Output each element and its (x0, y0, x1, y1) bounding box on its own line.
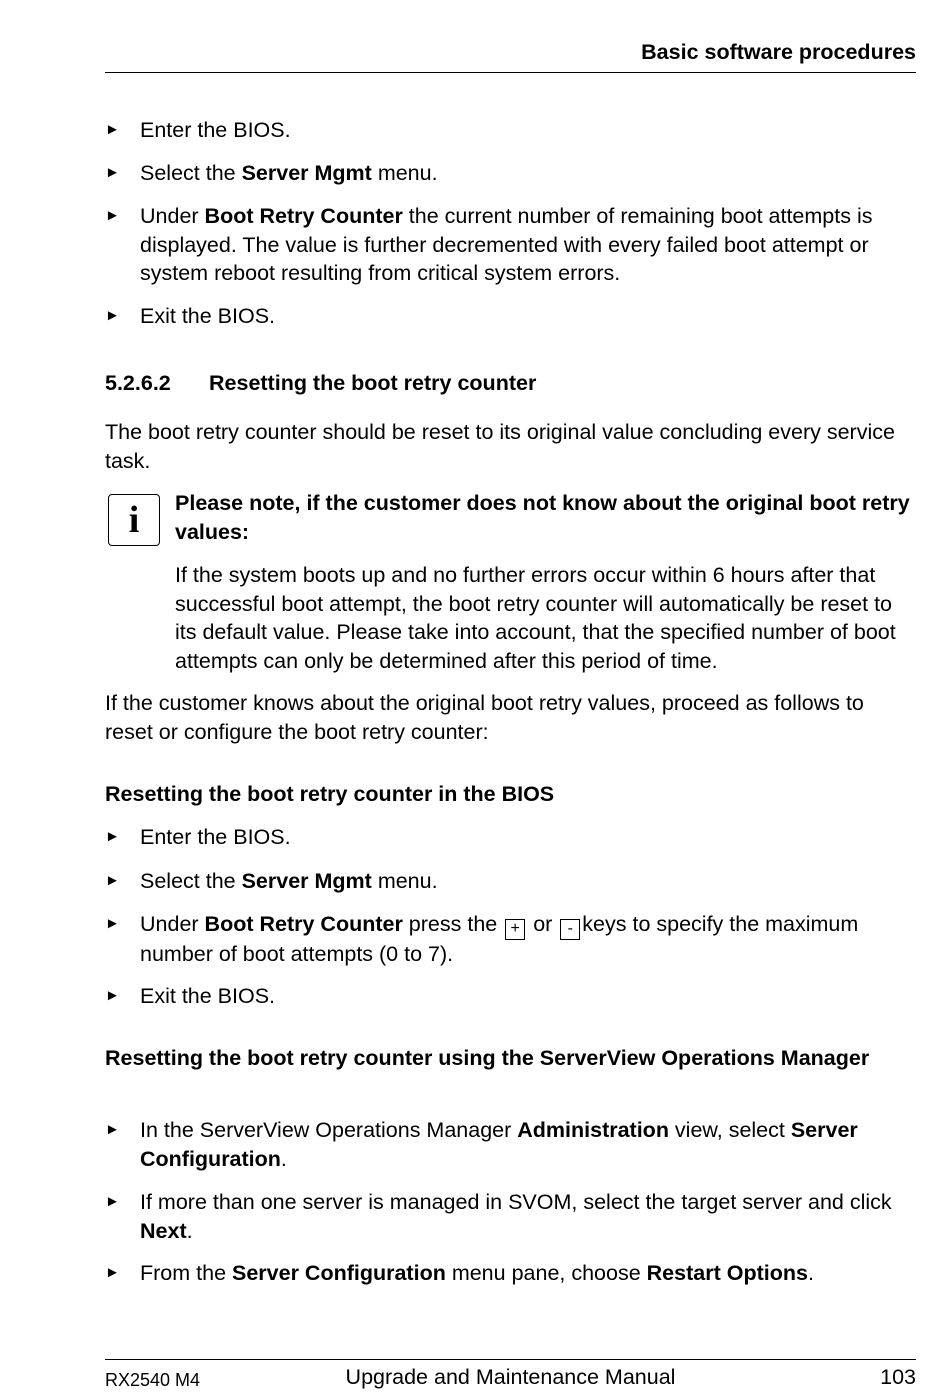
info-icon: i (108, 494, 160, 546)
step-select-menu: ► Select the Server Mgmt menu. (105, 159, 916, 188)
subheading-bios: Resetting the boot retry counter in the BIOS (105, 782, 555, 806)
plus-key-icon: + (505, 919, 525, 940)
bullet-arrow-icon: ► (105, 307, 120, 324)
section-title: Resetting the boot retry counter (209, 371, 537, 395)
bullet-arrow-icon: ► (105, 828, 120, 845)
intro-paragraph: The boot retry counter should be reset to its original value concluding every service task. (105, 420, 895, 473)
step-enter-bios-2: ► Enter the BIOS. (105, 823, 916, 852)
bullet-arrow-icon: ► (105, 1121, 120, 1138)
section-number: 5.2.6.2 (105, 371, 171, 395)
subheading-svom: Resetting the boot retry counter using the ServerView Operations Manager (105, 1046, 870, 1070)
bullet-arrow-icon: ► (105, 207, 120, 224)
step-select-menu-2: ► Select the Server Mgmt menu. (105, 867, 916, 896)
step-svom-restart-options: ► From the Server Configuration menu pane, choose Restart Options. (105, 1259, 916, 1288)
bullet-arrow-icon: ► (105, 164, 120, 181)
note-title: Please note, if the customer does not know about the original boot retry values: (175, 491, 910, 544)
step-exit-bios-2: ► Exit the BIOS. (105, 982, 916, 1011)
footer-manual-title: Upgrade and Maintenance Manual (345, 1365, 676, 1389)
bullet-arrow-icon: ► (105, 1264, 120, 1281)
step-svom-admin: ► In the ServerView Operations Manager Administration view, select Server Configuration. (105, 1118, 858, 1171)
footer-model: RX2540 M4 (105, 1370, 201, 1390)
page-number: 103 (880, 1365, 916, 1389)
step-boot-retry-counter: ► Under Boot Retry Counter the current number of remaining boot attempts is displayed. The value is further decremented with every failed boot attempt or system reboot resulting from critical system errors. (105, 204, 873, 285)
bullet-arrow-icon: ► (105, 987, 120, 1004)
bullet-arrow-icon: ► (105, 872, 120, 889)
step-enter-bios: ► Enter the BIOS. (105, 116, 916, 145)
bullet-arrow-icon: ► (105, 121, 120, 138)
note-body: If the system boots up and no further errors occur within 6 hours after that successful boot attempt, the boot retry counter will automatically be reset to its default value. Please take into account, that the specified number of boot attempts can only be determined after this period of time. (175, 563, 896, 673)
step-svom-select-server: ► If more than one server is managed in SVOM, select the target server and click Next. (105, 1190, 892, 1243)
footer-rule (105, 1359, 916, 1360)
minus-key-icon: - (560, 919, 580, 940)
bullet-arrow-icon: ► (105, 915, 120, 932)
step-set-counter: ► Under Boot Retry Counter press the + or - keys to specify the maximum number of boot attempts (0 to 7). (105, 912, 859, 966)
followup-paragraph: If the customer knows about the original boot retry values, proceed as follows to reset or configure the boot retry counter: (105, 691, 864, 744)
running-header: Basic software procedures (641, 40, 916, 64)
header-rule (105, 72, 916, 73)
bullet-arrow-icon: ► (105, 1193, 120, 1210)
step-exit-bios: ► Exit the BIOS. (105, 302, 916, 331)
